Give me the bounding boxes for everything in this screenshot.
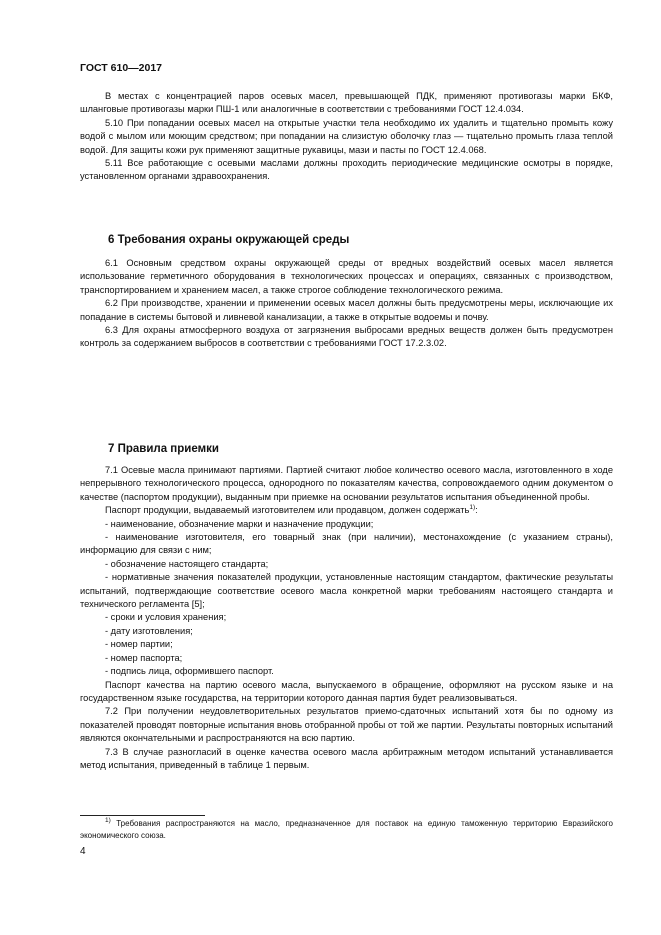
list-item: - дату изготовления; — [105, 625, 193, 636]
footnote — [80, 818, 613, 841]
list-item: - нормативные значения показателей продукции, установленные настоящим стандартом, фактические результаты испытаний, подтверждающие соответствие осевого масла конкретной марки требованиям настоящего стандарта и технического регламента [5]; — [80, 572, 613, 610]
paragraph-6-2: 6.2 При производстве, хранении и применении осевых масел должны быть предусмотрены меры, исключающие их попадание в системы бытовой и ливневой канализации, а также в открытые водоемы и почву. — [80, 298, 613, 322]
footnote-text: Требования распространяются на масло, предназначенное для поставок на единую таможенную территорию Евразийского экономического союза. — [80, 819, 613, 840]
paragraph-6-3: 6.3 Для охраны атмосферного воздуха от загрязнения выбросами вредных веществ должен быть предусмотрен контроль за содержанием выбросов в соответствии с требованиями ГОСТ 17.2.3.02. — [80, 325, 613, 349]
passport-intro-text: Паспорт продукции, выдаваемый изготовителем или продавцом, должен содержать — [105, 505, 470, 516]
paragraph-5-11: 5.11 Все работающие с осевыми маслами должны проходить периодические медицинские осмотры в порядке, установленном органами здравоохранения. — [80, 158, 613, 182]
passport-intro-colon: : — [475, 505, 478, 516]
list-item: - подпись лица, оформившего паспорт. — [105, 666, 274, 677]
list-item: - наименование изготовителя, его товарный знак (при наличии), местонахождение (с указанием страны), информацию для связи с ним; — [80, 532, 613, 556]
section-7-body — [80, 464, 613, 772]
page-number: 4 — [80, 846, 86, 857]
paragraph-passport-intro — [80, 504, 613, 517]
list-item: - наименование, обозначение марки и назначение продукции; — [105, 518, 374, 529]
paragraph-passport-language: Паспорт качества на партию осевого масла, выпускаемого в обращение, оформляют на русском языке и на государственном языке государства, на территории которого данная партия будет реализовываться. — [80, 679, 613, 703]
paragraph-7-1: 7.1 Осевые масла принимают партиями. Партией считают любое количество осевого масла, изготовленного в ходе непрерывного технологического процесса, однородного по показателям качества, сопровождаемого одним документом о качестве (паспортом продукции), выданным при приемке на основании результатов испытания объединенной пробы. — [80, 465, 613, 502]
paragraph-5-10: 5.10 При попадании осевых масел на открытые участки тела необходимо их удалить и тщательно промыть кожу водой с мылом или моющим средством; при попадании на слизистую оболочку глаз — тщательно промыть глаза теплой водой. Для защиты кожи рук применяют защитные рукавицы, мази и пасты по ГОСТ 12.4.068. — [80, 117, 613, 155]
footnote-ref: 1) — [469, 504, 476, 512]
paragraph-gas-masks: В местах с концентрацией паров осевых масел, превышающей ПДК, применяют противогазы марки БКФ, шланговые противогазы марки ПШ-1 или аналогичные в соответствии с требованиями ГОСТ 12.4.034. — [80, 91, 613, 115]
footnote-divider — [80, 815, 205, 816]
list-item: - номер партии; — [105, 639, 173, 650]
paragraph-6-1: 6.1 Основным средством охраны окружающей среды от вредных воздействий осевых масел является использование герметичного оборудования в технологических процессах и операциях, связанных с производством, транспортированием и хранением масел, а также строгое соблюдение технологического режима. — [80, 258, 613, 295]
section-5-continuation — [80, 90, 613, 184]
list-item: - обозначение настоящего стандарта; — [105, 558, 269, 569]
list-item: - номер паспорта; — [105, 652, 183, 663]
paragraph-7-3: 7.3 В случае разногласий в оценке качества осевого масла арбитражным методом испытаний устанавливается метод испытания, приведенный в таблице 1 первым. — [80, 746, 613, 770]
document-id-header: ГОСТ 610—2017 — [80, 62, 163, 74]
section-7-heading: 7 Правила приемки — [108, 443, 219, 455]
list-item: - сроки и условия хранения; — [105, 612, 227, 623]
section-6-heading: 6 Требования охраны окружающей среды — [108, 234, 350, 246]
section-6-body — [80, 257, 613, 351]
footnote-mark: 1) — [105, 817, 111, 824]
paragraph-7-2: 7.2 При получении неудовлетворительных результатов приемо-сдаточных испытаний хотя бы по одному из показателей проводят повторные испытания вновь отобранной пробы от той же партии. Результаты повторных испытаний являются окончательными и распространяются на всю партию. — [80, 706, 613, 744]
